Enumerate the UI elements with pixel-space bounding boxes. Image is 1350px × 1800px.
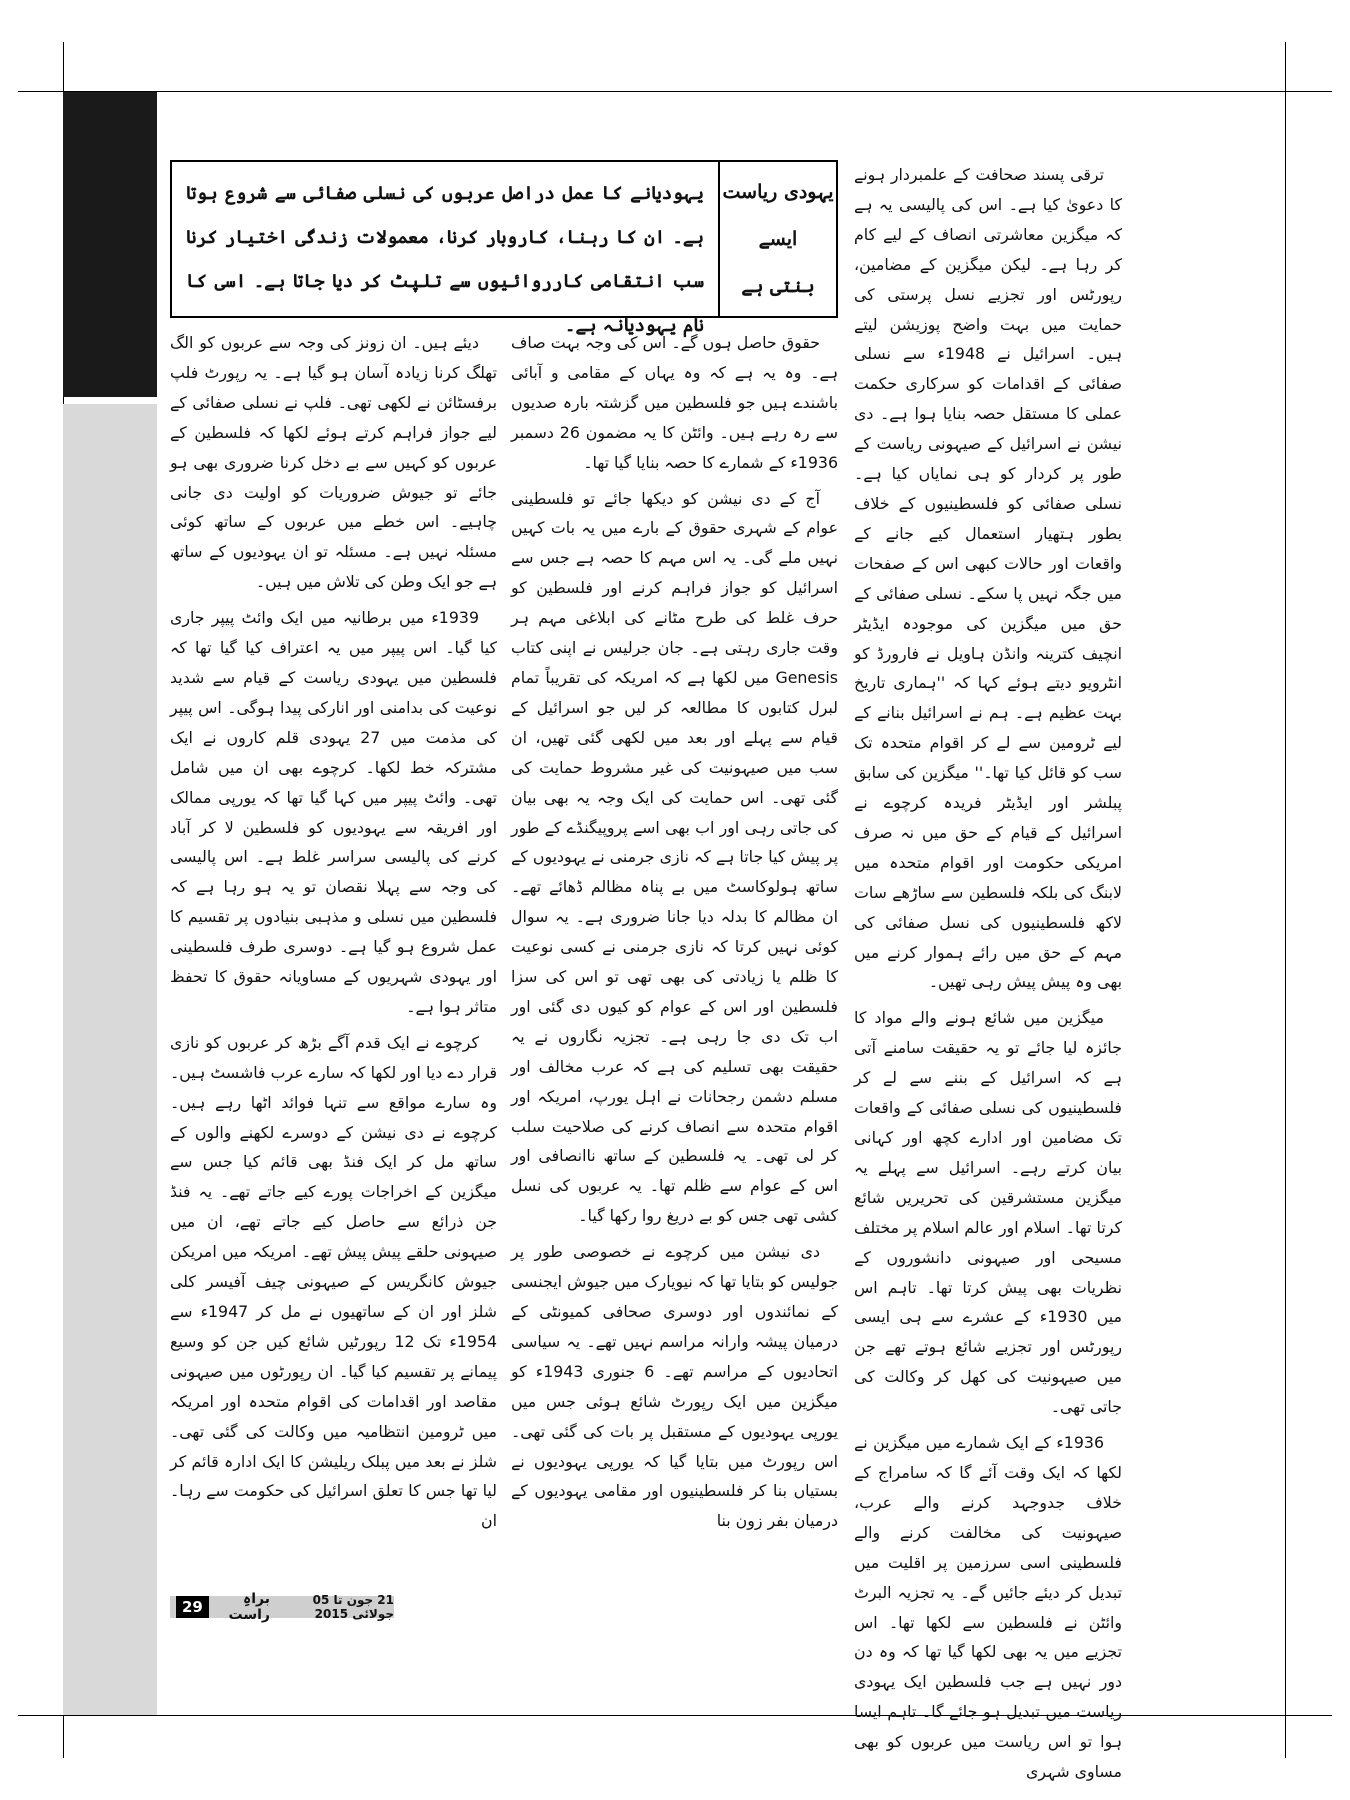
page-number: 29 <box>176 1596 209 1618</box>
paragraph: حقوق حاصل ہوں گے۔ اس کی وجہ بہت صاف ہے۔ وہ یہ ہے کہ وہ یہاں کے مقامی و آبائی باشندے ہیں جو فلسطین میں گزشتہ بارہ صدیوں سے رہ رہے ہیں۔ وائٹن کا یہ مضمون 26 دسمبر 1936ء کے شمارے کا حصہ بنایا گیا تھا۔ <box>511 333 838 472</box>
magazine-name: براہِ راست <box>228 1591 270 1623</box>
issue-dates: 21 جون تا 05 جولائی 2015 <box>312 1593 394 1621</box>
crop-mark-right-vertical <box>1285 42 1286 1758</box>
pull-quote-title-line: ایسے <box>758 227 798 250</box>
column-middle <box>511 328 838 1542</box>
paragraph: 1936ء کے ایک شمارے میں میگزین نے لکھا کہ ایک وقت آئے گا کہ سامراج کے خلاف جدوجہد کرنے والے عرب، صیہونیت کی مخالفت کرنے والے فلسطینی اسی سرزمین پر اقلیت میں تبدیل کر دیئے جائیں گے۔ یہ تجزیہ البرٹ وائٹن نے فلسطین سے لکھا تھا۔ اس تجزیے میں یہ بھی لکھا گیا تھا کہ وہ دن دور نہیں ہے جب فلسطین ایک یہودی ریاست میں تبدیل ہو جائے گا۔ تاہم ایسا ہوا تو اس ریاست میں عربوں کو بھی مساوی شہری <box>854 1433 1122 1782</box>
paragraph: ترقی پسند صحافت کے علمبردار ہونے کا دعویٰ کیا ہے۔ اس کی پالیسی یہ ہے کہ میگزین معاشرتی انصاف کے لیے کام کر رہا ہے۔ لیکن میگزین کے مضامین، رپورٹس اور تجزیے نسل پرستی کی حمایت میں بہت واضح پوزیشن لیتے ہیں۔ اسرائیل نے 1948ء سے نسلی صفائی کے اقدامات کو سرکاری حکمت عملی کا مستقل حصہ بنایا ہوا ہے۔ دی نیشن نے اسرائیل کے صیہونی ریاست کے طور پر کردار کو ہی نمایاں کیا ہے۔ نسلی صفائی کو فلسطینیوں کے خلاف بطور ہتھیار استعمال کیے جانے کے واقعات اور حالات کبھی اس کے صفحات میں جگہ نہیں پا سکے۔ نسلی صفائی کے حق میں میگزین کی موجودہ ایڈیٹر انچیف کترینہ وانڈن ہاویل نے فارورڈ کو انٹرویو دیتے ہوئے کہا کہ ''ہماری تاریخ بہت عظیم ہے۔ ہم نے اسرائیل بنانے کے لیے ٹرومین سے لے کر اقوام متحدہ تک سب کو قائل کیا تھا۔'' میگزین کی سابق پبلشر اور ایڈیٹر فریدہ کرچوے نے اسرائیل کے قیام کے حق میں نہ صرف امریکی حکومت اور اقوام متحدہ میں لابنگ کی بلکہ فلسطین سے ساڑھے سات لاکھ فلسطینیوں کی نسل صفائی کی مہم کے حق میں رائے ہموار کرنے میں بھی وہ پیش پیش رہی تھیں۔ <box>854 165 1122 992</box>
page-footer <box>170 1591 394 1623</box>
column-left <box>170 328 497 1542</box>
paragraph: کرچوے نے ایک قدم آگے بڑھ کر عربوں کو نازی قرار دے دیا اور لکھا کہ سارے عرب فاشسٹ ہیں۔ وہ سارے مواقع سے تنہا فوائد اٹھا رہے ہیں۔ کرچوے نے دی نیشن کے دوسرے لکھنے والوں کے ساتھ مل کر ایک فنڈ بھی قائم کیا جس سے میگزین کے اخراجات پورے کیے جاتے تھے۔ یہ فنڈ جن ذرائع سے حاصل کیے جاتے تھے، ان میں صیہونی حلقے پیش پیش تھے۔ امریکہ میں امریکن جیوش کانگریس کے صیہونی چیف آفیسر کلی شلز اور ان کے ساتھیوں نے مل کر 1947ء سے 1954ء تک 12 رپورٹیں شائع کیں جن کو وسیع پیمانے پر تقسیم کیا گیا۔ ان رپورٹوں میں صیہونی مقاصد اور اقدامات کی اقوام متحدہ اور امریکہ میں ٹرومین انتظامیہ میں وکالت کی گئی تھی۔ شلز نے بعد میں پبلک ریلیشن کا ایک ادارہ قائم کر لیا تھا جس کا تعلق اسرائیل کی حکومت سے رہا۔ ان <box>170 1032 497 1531</box>
paragraph: دیئے ہیں۔ ان زونز کی وجہ سے عربوں کو الگ تھلگ کرنا زیادہ آسان ہو گیا ہے۔ یہ رپورٹ فلپ برفسٹائن نے لکھی تھی۔ فلپ نے نسلی صفائی کے لیے جواز فراہم کرتے ہوئے لکھا کہ فلسطین کے عربوں کو کہیں سے بے دخل کرنا ضروری بھی ہو جائے تو جیوش ضروریات کو اولیت دی جانی چاہیے۔ اس خطے میں عربوں کے ساتھ کوئی مسئلہ نہیں ہے۔ مسئلہ تو ان یہودیوں کے ساتھ ہے جو ایک وطن کی تلاش میں ہیں۔ <box>170 333 497 592</box>
page-edge-bar <box>63 404 157 1715</box>
pull-quote-title-line: بنتی ہے <box>741 275 815 298</box>
pull-quote-box <box>170 160 838 336</box>
page-edge-tab <box>63 92 157 397</box>
column-right <box>854 160 1122 1793</box>
pull-quote-title <box>718 162 836 316</box>
paragraph: 1939ء میں برطانیہ میں ایک وائٹ پیپر جاری کیا گیا۔ اس پیپر میں یہ اعتراف کیا گیا تھا کہ فلسطین میں یہودی ریاست کے قیام سے شدید نوعیت کی بدامنی اور انارکی پیدا ہوگی۔ اس پیپر کی مذمت میں 27 یہودی قلم کاروں نے ایک مشترکہ خط لکھا۔ کرچوے بھی ان میں شامل تھی۔ وائٹ پیپر میں کہا گیا تھا کہ یورپی ممالک اور افریقہ سے یہودیوں کو فلسطین لا کر آباد کرنے کی پالیسی سراسر غلط ہے۔ اس پالیسی کی وجہ سے پہلا نقصان تو یہ ہو رہا ہے کہ فلسطین میں نسلی و مذہبی بنیادوں پر تقسیم کا عمل شروع ہو گیا ہے۔ دوسری طرف فلسطینی اور یہودی شہریوں کے مساویانہ حقوق کا تحفظ متاثر ہوا ہے۔ <box>170 608 498 1016</box>
paragraph: میگزین میں شائع ہونے والے مواد کا جائزہ لیا جائے تو یہ حقیقت سامنے آتی ہے کہ اسرائیل کے بننے سے لے کر فلسطینیوں کی نسلی صفائی کے واقعات تک مضامین اور ادارے کچھ اور کہانی بیان کرتے رہے۔ اسرائیل سے پہلے یہ میگزین مستشرقین کی تحریریں شائع کرتا تھا۔ اسلام اور عالم اسلام پر مختلف مسیحی اور صیہونی دانشوروں کے نظریات بھی پیش کرتا تھا۔ تاہم اس میں 1930ء کے عشرے سے ہی ایسی رپورٹس اور تجزیے شائع ہوتے تھے جن میں صیہونیت کی کھل کر وکالت کی جاتی تھی۔ <box>854 1008 1122 1417</box>
paragraph: دی نیشن میں کرچوے نے خصوصی طور پر جولیس کو بتایا تھا کہ نیویارک میں جیوش ایجنسی کے نمائندوں اور دوسری صحافی کمیونٹی کے درمیان پیشہ وارانہ مراسم نہیں تھے۔ یہ سیاسی اتحادیوں کے مراسم تھے۔ 6 جنوری 1943ء کو میگزین میں ایک رپورٹ شائع ہوئی جس میں یورپی یہودیوں کے مستقبل پر بات کی گئی تھی۔ اس رپورٹ میں بتایا گیا کہ یورپی یہودیوں نے بستیاں بنا کر فلسطینیوں اور مقامی یہودیوں کے درمیان بفر زون بنا <box>511 1242 838 1531</box>
crop-mark-top-horizontal <box>18 91 1332 92</box>
pull-quote-title-line: یہودی ریاست <box>722 180 834 203</box>
paragraph: آج کے دی نیشن کو دیکھا جائے تو فلسطینی عوام کے شہری حقوق کے بارے میں یہ بات کہیں نہیں ملے گی۔ یہ اس مہم کا حصہ ہے جس سے اسرائیل کو جواز فراہم کرنے اور فلسطین کو حرف غلط کی طرح مٹانے کی ابلاغی مہم ہر وقت جاری رہتی ہے۔ جان جرلیس نے اپنی کتاب Genesis میں لکھا ہے کہ امریکہ کی تقریباً تمام لبرل کتابوں کا مطالعہ کر لیں جو اسرائیل کے قیام سے پہلے اور بعد میں لکھی گئی تھیں، ان سب میں صیہونیت کی غیر مشروط حمایت کی گئی تھی۔ اس حمایت کی ایک وجہ یہ بھی بیان کی جاتی رہی اور اب بھی اسے پروپیگنڈے کے طور پر پیش کیا جاتا ہے کہ نازی جرمنی نے یہودیوں کے ساتھ ہولوکاسٹ میں بے پناہ مظالم ڈھائے تھے۔ ان مظالم کا بدلہ دیا جانا ضروری ہے۔ یہ سوال کوئی نہیں کرتا کہ نازی جرمنی نے کسی نوعیت کا ظلم یا زیادتی کی بھی تھی تو اس کی سزا فلسطین اور اس کے عوام کو کیوں دی گئی اور اب تک دی جا رہی ہے۔ تجزیہ نگاروں نے یہ حقیقت بھی تسلیم کی ہے کہ عرب مخالف اور مسلم دشمن رجحانات نے اہل یورپ، امریکہ اور اقوام متحدہ سے انصاف کرنے کی صلاحیت سلب کر لی تھی۔ یہ فلسطین کے ساتھ ناانصافی اور اس کے عوام سے ظلم تھا۔ یہ عربوں کی نسل کشی تھی جس کو بے دریغ روا رکھا گیا۔ <box>511 488 838 1226</box>
crop-mark-bottom-horizontal <box>18 1715 1332 1716</box>
pull-quote-text: یہودیانے کا عمل دراصل عربوں کی نسلی صفائی سے شروع ہوتا ہے۔ ان کا رہنا، کاروبار کرنا، معمولات زندگی اختیار کرنا سب انتقامی کارروائیوں سے تلپٹ کر دیا جاتا ہے۔ اسی کا نام یہودیانہ ہے۔ <box>186 183 704 336</box>
